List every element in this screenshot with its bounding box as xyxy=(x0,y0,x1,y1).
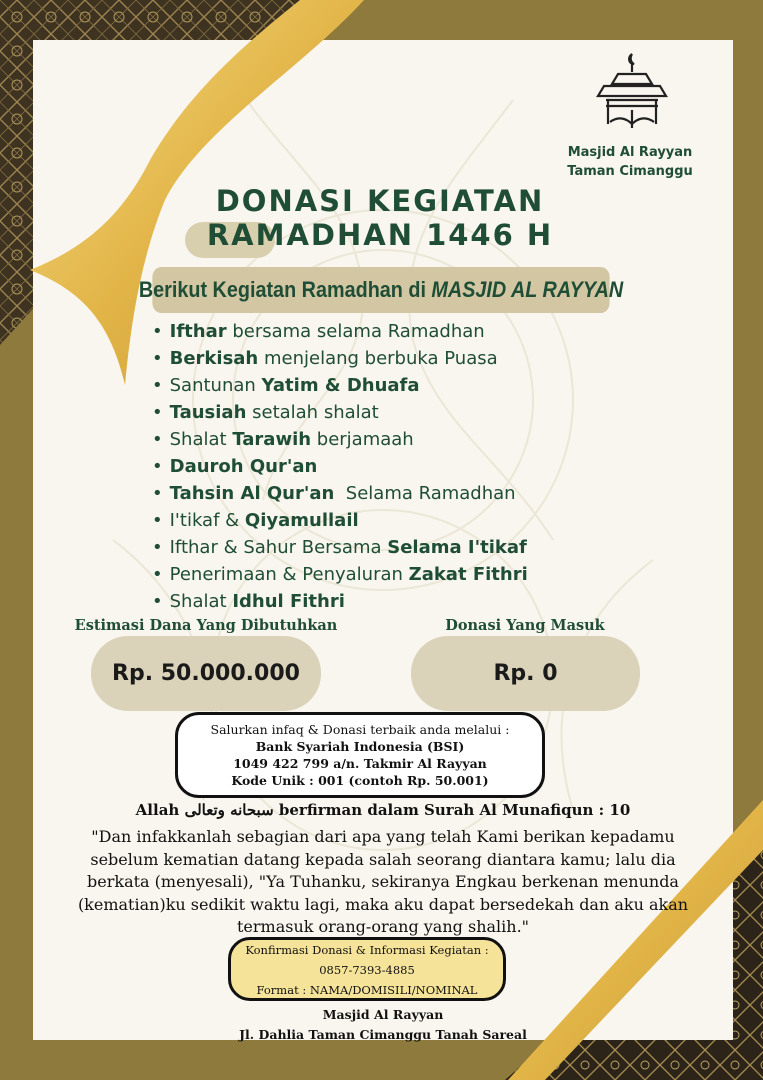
list-item: • Tahsin Al Qur'an Selama Ramadhan xyxy=(152,480,528,507)
mosque-name xyxy=(560,143,700,181)
bank-intro: Salurkan infaq & Donasi terbaik anda melalui : xyxy=(210,722,510,737)
activities-heading-highlight: MASJID AL RAYYAN xyxy=(431,277,624,302)
verse-text: "Dan infakkanlah sebagian dari apa yang telah Kami berikan kepadamu sebelum kematian datang kepada salah seorang diantara kamu; lalu dia berkata (menyesali), "Ya Tuhanku, sekiranya Engkau berkenan menunda (kematian)ku sedikit waktu lagi, maka aku dapat bersedekah dan aku akan termasuk orang-orang yang shalih." xyxy=(77,827,689,936)
activities-list xyxy=(152,318,528,615)
address-footer xyxy=(150,1005,616,1045)
verse-heading: Allah سبحانه وتعالى berfirman dalam Surah Al Munafiqun : 10 xyxy=(135,801,631,819)
estimate-label: Estimasi Dana Yang Dibutuhkan xyxy=(74,617,338,634)
mosque-name-line1: Masjid Al Rayyan xyxy=(567,145,693,160)
confirmation-box xyxy=(228,937,506,1001)
list-item: • Ifthar bersama selama Ramadhan xyxy=(152,318,528,345)
mosque-name-line2: Taman Cimanggu xyxy=(567,164,693,179)
list-item: • Ifthar & Sahur Bersama Selama I'tikaf xyxy=(152,534,528,561)
list-item: • Shalat Tarawih berjamaah xyxy=(152,426,528,453)
bank-name: Bank Syariah Indonesia (BSI) xyxy=(255,739,465,754)
list-item: • Santunan Yatim & Dhuafa xyxy=(152,372,528,399)
list-item: • Berkisah menjelang berbuka Puasa xyxy=(152,345,528,372)
list-item: • Dauroh Qur'an xyxy=(152,453,528,480)
page-title-line1: DONASI KEGIATAN xyxy=(215,184,545,218)
list-item: • Penerimaan & Penyaluran Zakat Fithri xyxy=(152,561,528,588)
confirmation-format: Format : NAMA/DOMISILI/NOMINAL xyxy=(256,983,478,997)
list-item: • Shalat Idhul Fithri xyxy=(152,588,528,615)
received-amount: Rp. 0 xyxy=(411,636,640,711)
received-label: Donasi Yang Masuk xyxy=(445,617,605,634)
activities-heading xyxy=(138,267,624,313)
address-line2: Jl. Dahlia Taman Cimanggu Tanah Sareal xyxy=(239,1027,527,1042)
page-title-line2: RAMADHAN 1446 H xyxy=(206,218,554,252)
bank-account: 1049 422 799 a/n. Takmir Al Rayyan xyxy=(233,756,487,771)
bank-unique-code: Kode Unik : 001 (contoh Rp. 50.001) xyxy=(231,773,489,788)
estimate-amount: Rp. 50.000.000 xyxy=(91,636,321,711)
confirmation-phone: 0857-7393-4885 xyxy=(319,963,415,977)
address-line1: Masjid Al Rayyan xyxy=(322,1007,444,1022)
bank-info-box xyxy=(175,712,545,798)
list-item: • Tausiah setalah shalat xyxy=(152,399,528,426)
activities-heading-text: Berikut Kegiatan Ramadhan di xyxy=(138,277,426,302)
list-item: • I'tikaf & Qiyamullail xyxy=(152,507,528,534)
confirmation-title: Konfirmasi Donasi & Informasi Kegiatan : xyxy=(245,943,489,957)
mosque-logo-icon xyxy=(596,52,668,136)
